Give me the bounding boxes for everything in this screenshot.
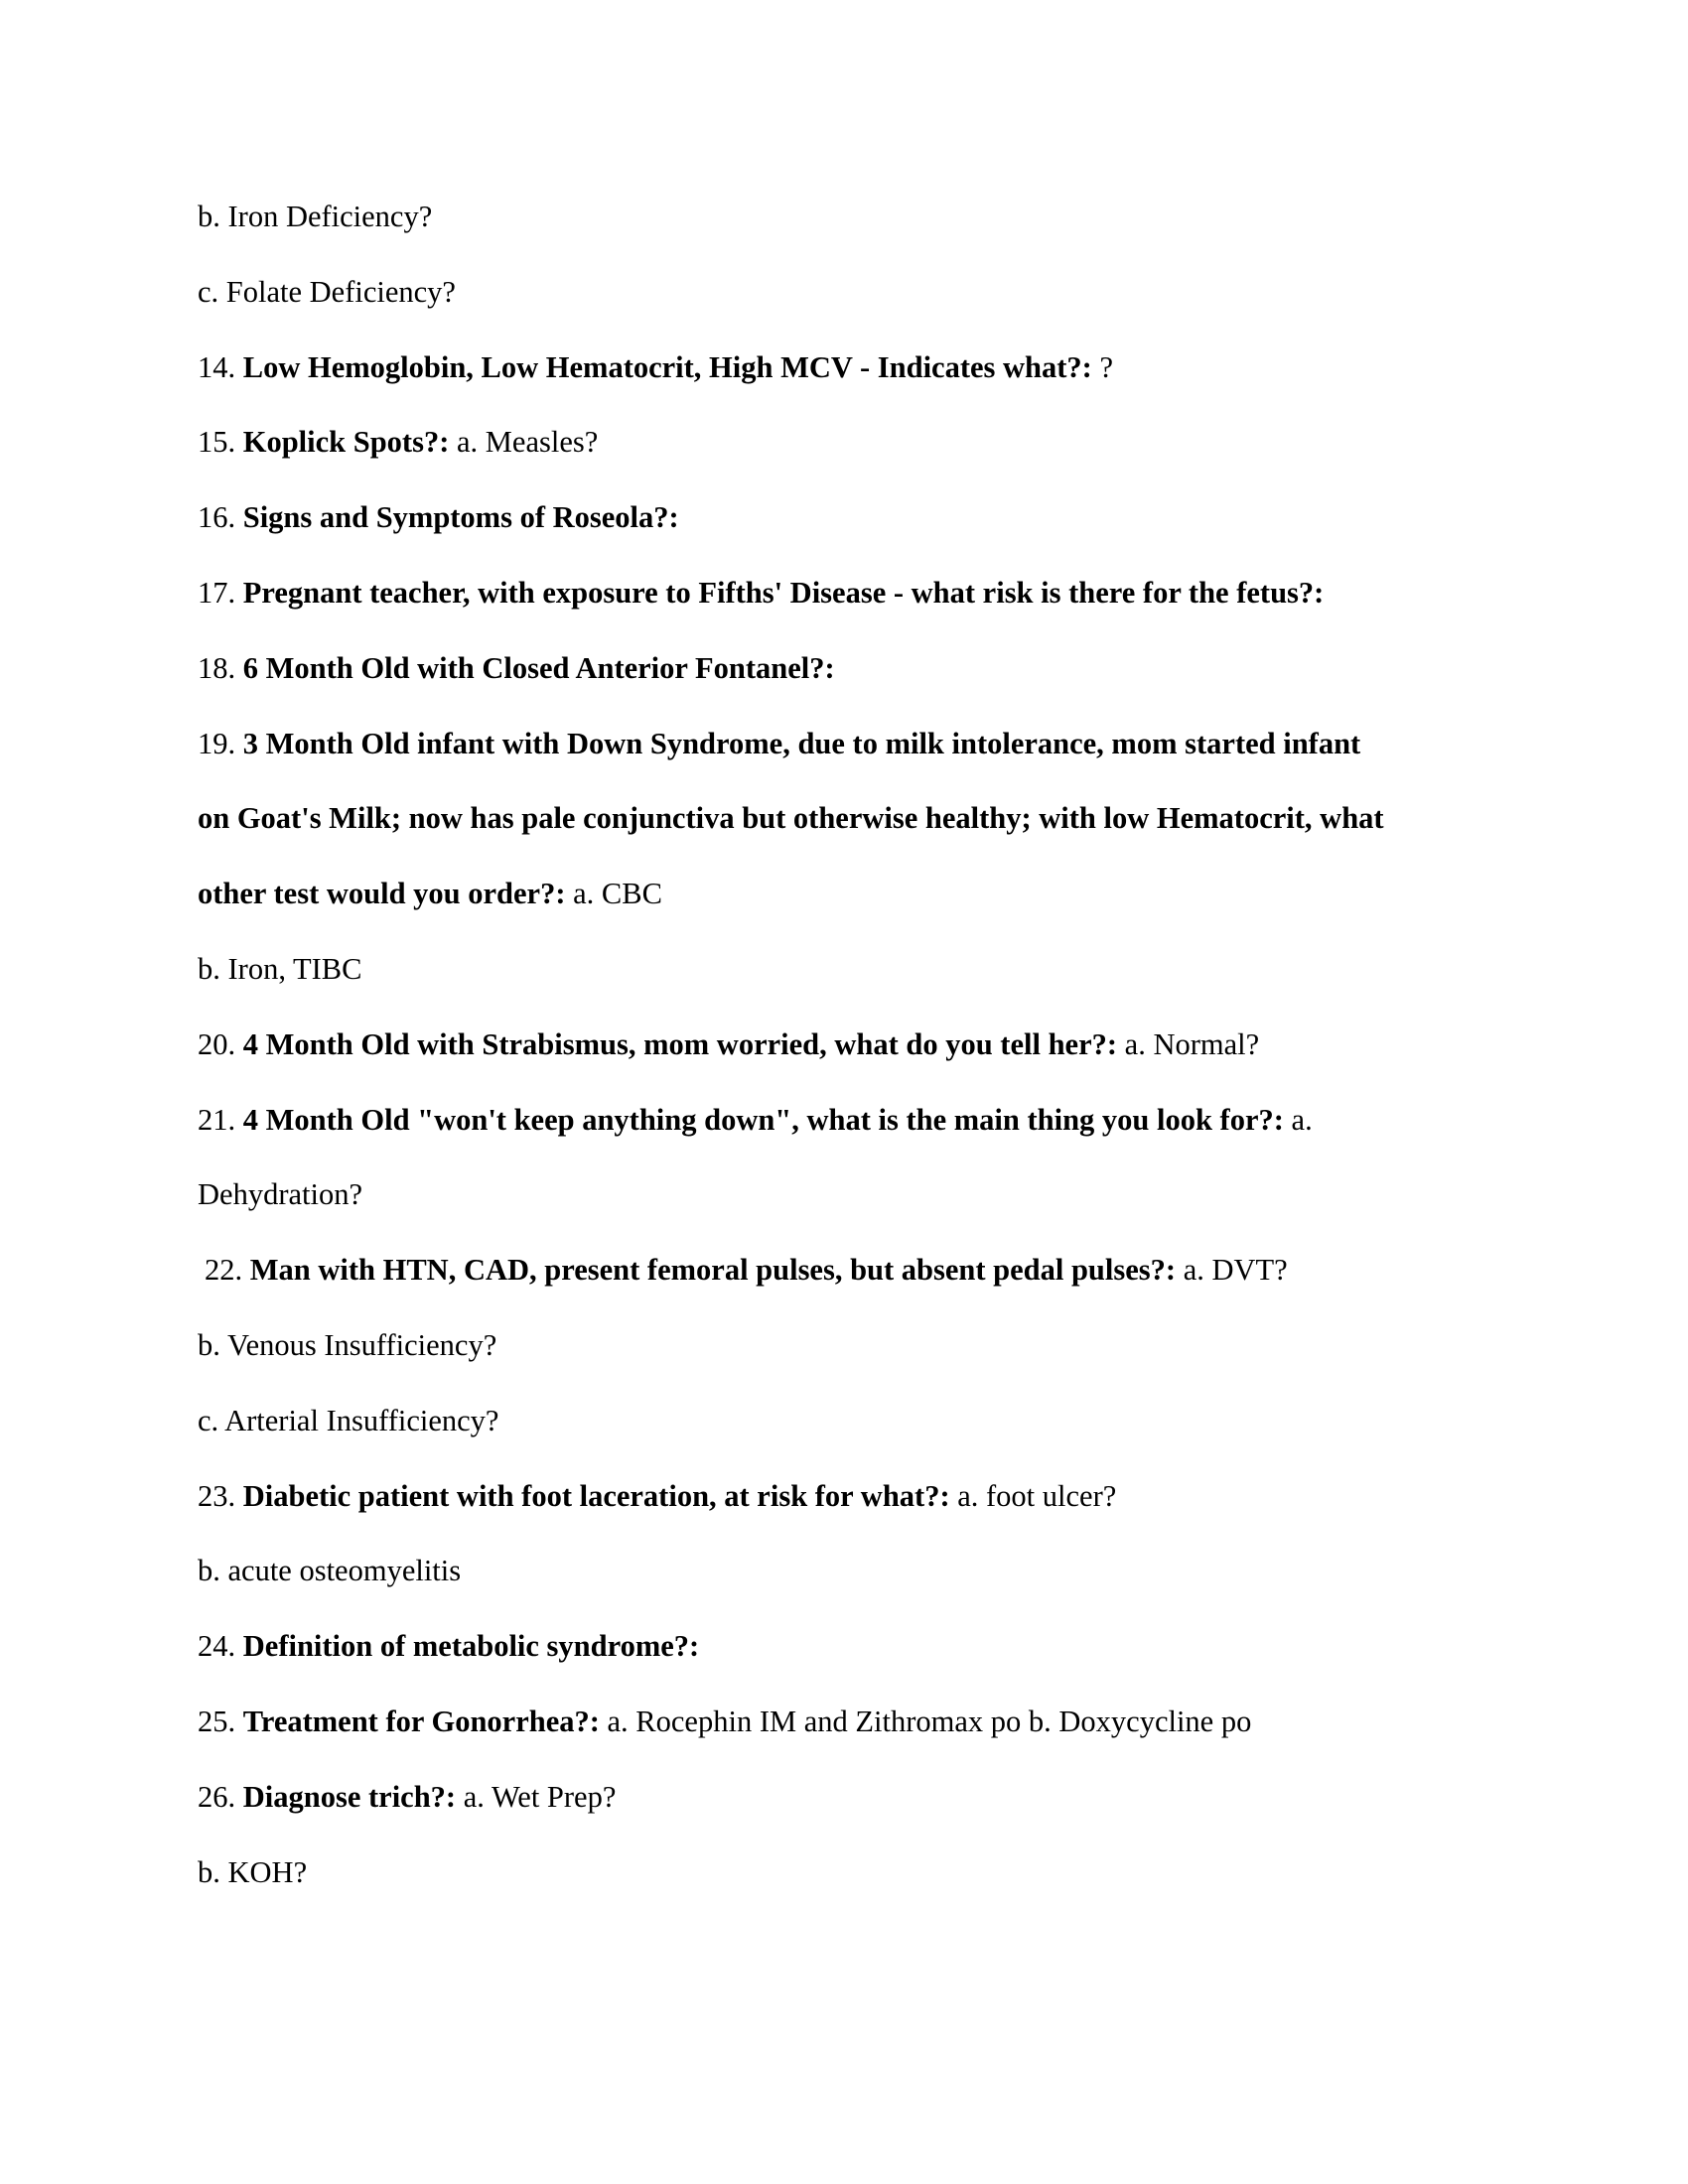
question-text: Treatment for Gonorrhea?: <box>242 1704 600 1738</box>
answer-text: a. Wet Prep? <box>456 1779 617 1814</box>
text-line <box>198 1248 1384 1323</box>
item-number: 23. <box>198 1478 243 1513</box>
text-line <box>198 1775 1384 1850</box>
text-line <box>198 420 1384 495</box>
text-line <box>198 1850 1384 1926</box>
answer-text: a. CBC <box>565 877 662 911</box>
text-line <box>198 1399 1384 1474</box>
item-number: 19. <box>198 726 243 760</box>
question-text: Diagnose trich?: <box>242 1779 457 1814</box>
answer-text: b. KOH? <box>198 1854 308 1889</box>
answer-text: b. Iron Deficiency? <box>198 200 433 233</box>
answer-text: b. acute osteomyelitis <box>198 1554 462 1588</box>
answer-text: a. <box>1283 1102 1313 1137</box>
item-number: 24. <box>198 1629 243 1664</box>
item-number: 14. <box>198 349 243 384</box>
text-line <box>198 1624 1384 1700</box>
text-line <box>198 1023 1384 1098</box>
answer-text: a. Normal? <box>1117 1026 1260 1061</box>
answer-text: b. Venous Insufficiency? <box>198 1327 497 1362</box>
question-text: on Goat's Milk; now has pale conjunctiva but otherwise healthy; with low Hematocrit, what <box>198 801 1384 836</box>
text-line <box>198 571 1384 646</box>
answer-text: c. Arterial Insufficiency? <box>198 1403 499 1437</box>
answer-text: Dehydration? <box>198 1177 362 1212</box>
text-line <box>198 1098 1384 1173</box>
question-text: Signs and Symptoms of Roseola?: <box>242 500 679 535</box>
question-text: 4 Month Old with Strabismus, mom worried, what do you tell her?: <box>242 1026 1118 1061</box>
question-text: Pregnant teacher, with exposure to Fifths' Disease - what risk is there for the fetus?: <box>242 575 1325 610</box>
text-line <box>198 1474 1384 1550</box>
text-line <box>198 1323 1384 1399</box>
question-text: Definition of metabolic syndrome?: <box>242 1629 700 1664</box>
item-number: 16. <box>198 500 243 535</box>
text-line <box>198 195 1384 270</box>
text-line <box>198 1700 1384 1775</box>
item-number: 18. <box>198 650 243 685</box>
question-text: 6 Month Old with Closed Anterior Fontanel?: <box>242 650 835 685</box>
question-text: Diabetic patient with foot laceration, at risk for what?: <box>242 1478 950 1513</box>
question-text: Koplick Spots?: <box>242 425 450 460</box>
text-line <box>198 722 1384 797</box>
item-number: 20. <box>198 1026 243 1061</box>
question-text: 3 Month Old infant with Down Syndrome, due to milk intolerance, mom started infant <box>242 726 1361 760</box>
answer-text: b. Iron, TIBC <box>198 951 362 986</box>
item-number: 22. <box>205 1253 250 1288</box>
text-line <box>198 270 1384 345</box>
answer-text: a. Measles? <box>449 425 599 460</box>
question-text: Man with HTN, CAD, present femoral pulses, but absent pedal pulses?: <box>249 1253 1177 1288</box>
text-line <box>198 646 1384 722</box>
item-number: 15. <box>198 425 243 460</box>
text-line <box>198 345 1384 421</box>
item-number: 26. <box>198 1779 243 1814</box>
item-number: 17. <box>198 575 243 610</box>
item-number: 25. <box>198 1704 243 1738</box>
text-line <box>198 796 1384 872</box>
answer-text: a. DVT? <box>1176 1253 1288 1288</box>
answer-text: c. Folate Deficiency? <box>198 274 456 309</box>
text-line <box>198 1549 1384 1624</box>
text-line <box>198 1172 1384 1248</box>
question-text: Low Hemoglobin, Low Hematocrit, High MCV - Indicates what?: <box>242 349 1092 384</box>
item-number: 21. <box>198 1102 243 1137</box>
answer-text: ? <box>1091 349 1114 384</box>
answer-text: a. Rocephin IM and Zithromax po b. Doxycycline po <box>599 1704 1252 1738</box>
text-line <box>198 495 1384 571</box>
question-text: 4 Month Old "won't keep anything down", what is the main thing you look for?: <box>242 1102 1284 1137</box>
text-line <box>198 872 1384 947</box>
answer-text: a. foot ulcer? <box>949 1478 1117 1513</box>
document-body <box>198 195 1384 1925</box>
question-text: other test would you order?: <box>198 877 566 911</box>
text-line <box>198 947 1384 1023</box>
